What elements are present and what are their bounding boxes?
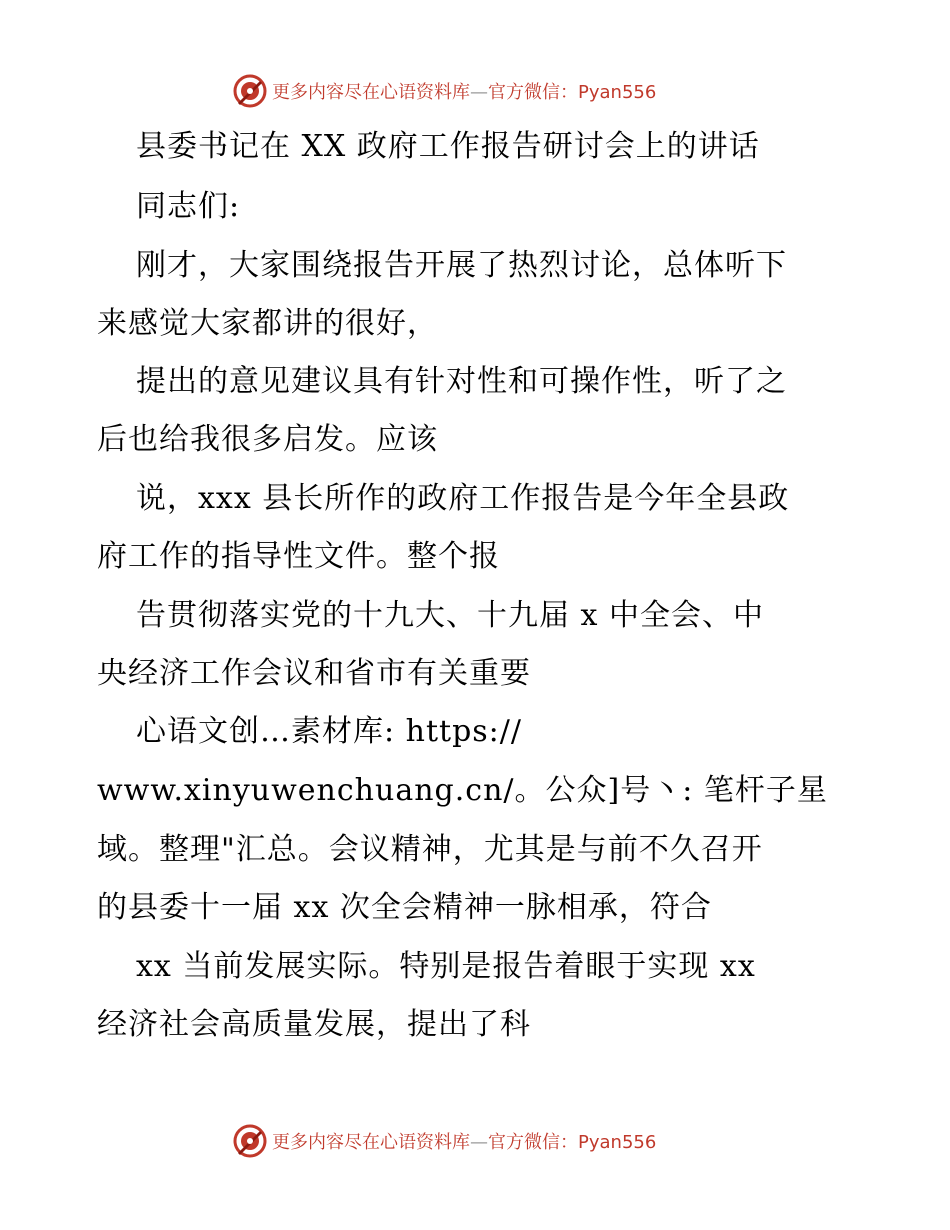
paragraph-line: 刚才，大家围绕报告开展了热烈讨论，总体听下 <box>136 248 787 283</box>
paragraph-line: 府工作的指导性文件。整个报 <box>97 539 500 574</box>
watermark-wechat-id: Pyan556 <box>578 1132 657 1153</box>
paragraph-line: 域。整理"汇总。会议精神，尤其是与前不久召开 <box>97 832 763 867</box>
paragraph-line: 央经济工作会议和省市有关重要 <box>97 656 531 691</box>
paragraph-line: 后也给我很多启发。应该 <box>97 422 438 457</box>
salutation: 同志们: <box>136 189 241 224</box>
paragraph-line: xx 当前发展实际。特别是报告着眼于实现 xx <box>136 949 756 984</box>
watermark-main-text: 更多内容尽在心语资料库 <box>272 82 470 103</box>
paragraph-line: www.xinyuwenchuang.cn/。公众]号丶: 笔杆子星 <box>97 773 828 808</box>
paragraph-line: 来感觉大家都讲的很好， <box>97 306 438 341</box>
watermark-wechat-id: Pyan556 <box>578 82 657 103</box>
paragraph-line: 的县委十一届 xx 次全会精神一脉相承，符合 <box>97 890 712 925</box>
watermark-official-label: 官方微信： <box>488 1132 578 1153</box>
watermark-main-text: 更多内容尽在心语资料库 <box>272 1132 470 1153</box>
paragraph-line: 经济社会高质量发展，提出了科 <box>97 1007 531 1042</box>
paragraph-line: 说，xxx 县长所作的政府工作报告是今年全县政 <box>136 481 790 516</box>
footer-watermark <box>232 1121 656 1161</box>
paragraph-line: 心语文创…素材库: https:// <box>136 714 522 749</box>
watermark-text <box>272 1128 656 1154</box>
watermark-separator: — <box>470 82 488 103</box>
paragraph-line: 提出的意见建议具有针对性和可操作性，听了之 <box>136 364 787 399</box>
document-title: 县委书记在 XX 政府工作报告研讨会上的讲话 <box>136 129 760 164</box>
watermark-official-label: 官方微信： <box>488 82 578 103</box>
paragraph-line: 告贯彻落实党的十九大、十九届 x 中全会、中 <box>136 598 764 633</box>
watermark-separator: — <box>470 1132 488 1153</box>
pen-nib-logo-icon <box>232 1123 268 1159</box>
